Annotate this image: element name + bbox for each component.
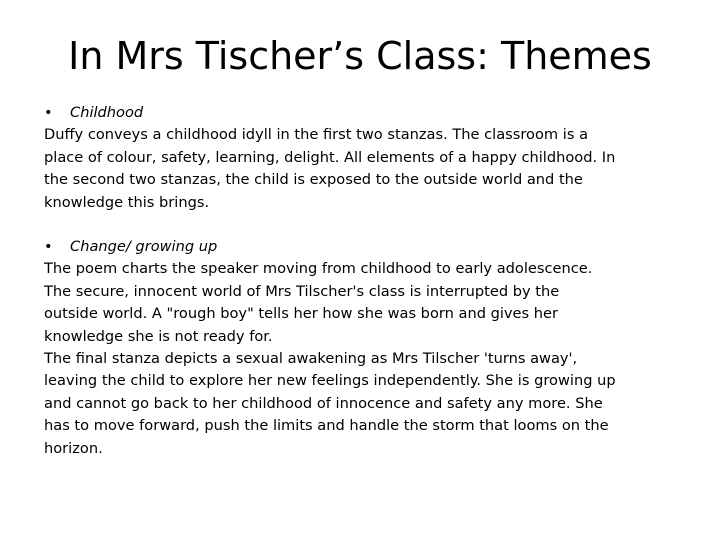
bullet-heading-change-growing-up: Change/ growing up — [70, 238, 218, 256]
paragraph-line: knowledge this brings. — [44, 193, 210, 211]
slide-body — [44, 102, 684, 460]
bullet-icon: • — [44, 104, 53, 121]
paragraph-line: place of colour, safety, learning, delight. All elements of a happy childhood. In — [44, 148, 616, 166]
paragraph-line: Duffy conveys a childhood idyll in the first two stanzas. The classroom is a — [44, 126, 589, 144]
paragraph-line: The poem charts the speaker moving from childhood to early adolescence. — [44, 260, 593, 278]
bullet-childhood — [44, 102, 684, 124]
paragraph-line: The final stanza depicts a sexual awakening as Mrs Tilscher 'turns away', — [44, 350, 578, 368]
paragraph-line: outside world. A "rough boy" tells her how she was born and gives her — [44, 305, 559, 323]
paragraph-line: leaving the child to explore her new feelings independently. She is growing up — [44, 372, 616, 390]
paragraph-line: knowledge she is not ready for. — [44, 327, 273, 345]
bullet-icon: • — [44, 238, 53, 256]
bullet-change-growing-up — [44, 236, 684, 258]
paragraph-line: has to move forward, push the limits and handle the storm that looms on the — [44, 417, 609, 435]
paragraph-line: The secure, innocent world of Mrs Tilscher's class is interrupted by the — [44, 282, 560, 300]
bullet-heading-childhood: Childhood — [70, 104, 144, 121]
slide-title: In Mrs Tischer’s Class: Themes — [68, 34, 652, 78]
paragraph-line: and cannot go back to her childhood of innocence and safety any more. She — [44, 394, 603, 412]
paragraph-line: horizon. — [44, 439, 103, 457]
section-gap — [44, 214, 684, 236]
paragraph-line: the second two stanzas, the child is exposed to the outside world and the — [44, 171, 583, 189]
